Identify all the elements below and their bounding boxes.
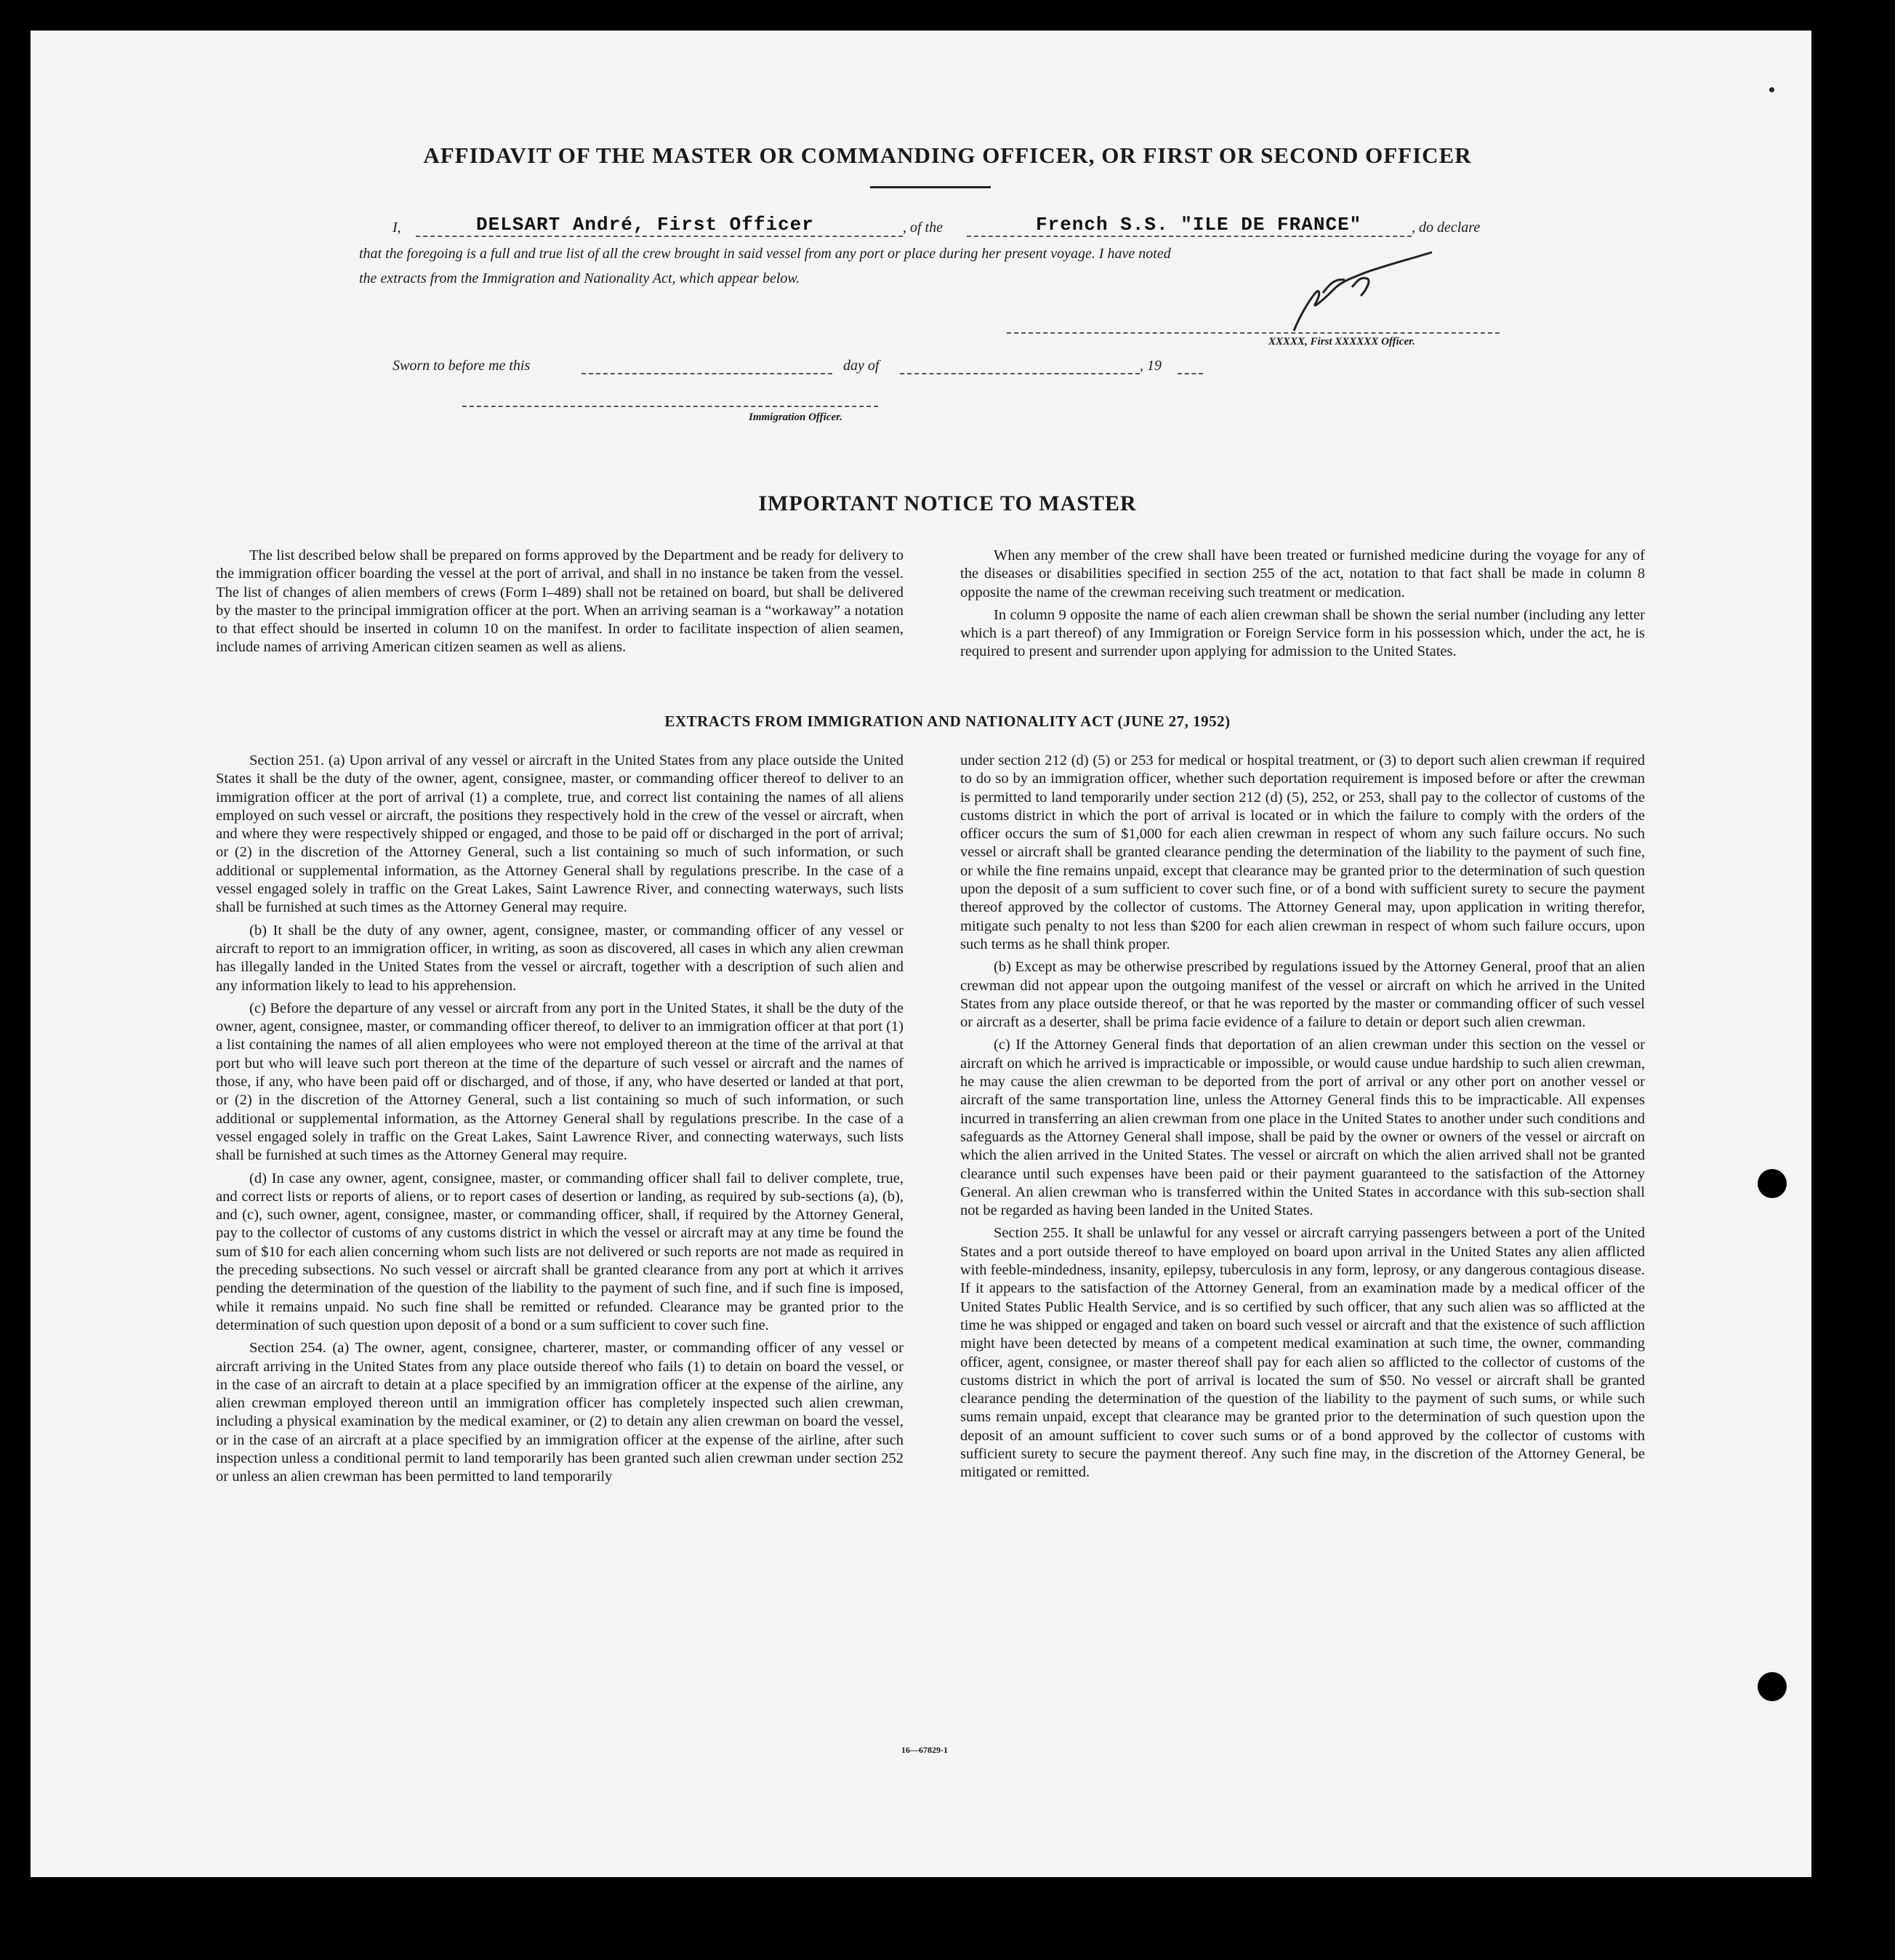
sworn-label: Sworn to before me this: [393, 358, 531, 374]
affidavit-title: AFFIDAVIT OF THE MASTER OR COMMANDING OFFICER, OR FIRST OR SECOND OFFICER: [423, 142, 1472, 168]
declarant-name: DELSART André, First Officer: [476, 214, 814, 236]
year-label: , 19: [1140, 358, 1162, 374]
do-declare-label: , do declare: [1412, 220, 1481, 236]
officer-signature: [1279, 251, 1454, 338]
notice-right-column: [960, 547, 1645, 666]
extracts-right-column: [960, 752, 1645, 1487]
day-of-label: day of: [843, 358, 880, 374]
of-the-label: , of the: [903, 220, 943, 236]
sworn-day-line: [582, 373, 832, 374]
extracts-left-column: [216, 752, 904, 1491]
declaration-line-2: that the foregoing is a full and true list of all the crew brought in said vessel from any port or place during her present voyage. I have noted: [359, 246, 1171, 262]
notice-left-paragraph: The list described below shall be prepared on forms approved by the Department and be ready for delivery to the immigration officer boarding the vessel at the port of arrival, and shall in no instance be taken from the vessel. The list of changes of alien members of crews (Form I–489) shall not be retained on board, but shall be delivered by the master to the principal immigration officer at the port. When an arriving seaman is a “workaway” a notation to that effect should be inserted in column 10 on the manifest. In order to facilitate inspection of alien seamen, include names of arriving American citizen seamen as well as aliens.: [216, 547, 904, 656]
year-line: [1178, 373, 1203, 374]
section-254a-continued: under section 212 (d) (5) or 253 for medical or hospital treatment, or (3) to deport such alien crewman if required to do so by an immigration officer, whether such deportation requirement is imposed before or after the crewman is permitted to land temporarily under section 212 (d) (5), 252, or 253, shall pay to the collector of customs of the customs district in which the port of arrival is located or in which the failure to comply with the orders of the officer occurs the sum of $1,000 for each alien crewman in respect of whom any such failure occurs. No such vessel or aircraft shall be granted clearance pending the determination of the liability to the payment of such fine, or while the fine remains unpaid, except that clearance may be granted prior to the determination of such question upon the deposit of a sum sufficient to cover such fine, or of a bond with sufficient surety to secure the payment thereof approved by the collector of customs. The Attorney General may, upon application in writing therefor, mitigate such penalty to not less than $200 for each alien crewman in respect of whom such failure occurs, upon such terms as he shall think proper.: [960, 752, 1645, 952]
section-251a: Section 251. (a) Upon arrival of any vessel or aircraft in the United States from any place outside the United States it shall be the duty of the owner, agent, consignee, master, or commanding officer thereof to deliver to an immigration officer at the port of arrival (1) a complete, true, and correct list containing the names of all aliens employed on such vessel or aircraft, the positions they respectively hold in the crew of the vessel or aircraft, when and where they were respectively shipped or engaged, and those to be paid off or discharged in the port of arrival; or (2) in the discretion of the Attorney General, such a list containing so much of such information, or such additional or supplemental information, as the Attorney General shall by regulations prescribe. In the case of a vessel engaged solely in traffic on the Great Lakes, Saint Lawrence River, and connecting waterways, such lists shall be furnished at such times as the Attorney General may require.: [216, 752, 904, 916]
immigration-officer-line: [462, 406, 878, 407]
section-251d: (d) In case any owner, agent, consignee, master, or commanding officer shall fail to deliver complete, true, and correct lists or reports of aliens, or to report cases of desertion or landing, as required by sub-sections (a), (b), and (c), such owner, agent, consignee, master, or commanding officer, shall, if required by the Attorney General, pay to the collector of customs of any customs district in which the vessel or aircraft may at any time be found the sum of $10 for each alien concerning whom such lists are not delivered or such reports are not made as required in the preceding subsections. No such vessel or aircraft shall be granted clearance from any port at which it arrives pending the determination of the question of the liability to the payment of such fine, and if such fine is imposed, while it remains unpaid. No such fine shall be remitted or refunded. Clearance may be granted prior to the determination of such question upon deposit of a bond or a sum sufficient to cover such fine.: [216, 1170, 904, 1333]
section-254b: (b) Except as may be otherwise prescribed by regulations issued by the Attorney General, proof that an alien crewman did not appear upon the outgoing manifest of the vessel or aircraft on which he arrived in the United States from any place outside thereof, or that he was reported by the master or commanding officer of such vessel or aircraft as a deserter, shall be prima facie evidence of a failure to detain or deport such alien crewman.: [960, 959, 1645, 1031]
title-rule: [870, 186, 991, 188]
declaration-prefix: I,: [393, 220, 401, 236]
section-251c: (c) Before the departure of any vessel or aircraft from any port in the United States, it shall be the duty of the owner, agent, consignee, master, or commanding officer thereof, to deliver to an immigration officer at that port (1) a list containing the names of all alien employees who were not employed thereon at the time of the arrival at that port but who will leave such port thereon at the time of the departure of such vessel or aircraft and the names of those, if any, who have been paid off or discharged, and of those, if any, who have deserted or landed at that port, or (2) in the discretion of the Attorney General, such a list containing so much of such information, or such additional or supplemental information, as the Attorney General shall by regulations prescribe. In the case of a vessel engaged solely in traffic on the Great Lakes, Saint Lawrence River, and connecting waterways, such lists shall be furnished at such times as the Attorney General may require.: [216, 1000, 904, 1164]
section-254c: (c) If the Attorney General finds that deportation of an alien crewman under this section on the vessel or aircraft on which he arrived is impracticable or impossible, or would cause undue hardship to such alien crewman, he may cause the alien crewman to be deported from the port of arrival or any other port on another vessel or aircraft of the same transportation line, unless the Attorney General finds this to be impracticable. All expenses incurred in transferring an alien crewman from one place in the United States to another under such conditions and safeguards as the Attorney General shall impose, shall be paid by the owner or owners of the vessel or aircraft on which the alien arrived in the United States. The vessel or aircraft on which the alien arrived shall not be granted clearance until such expenses have been paid or their payment guaranteed to the satisfaction of the Attorney General. An alien crewman who is transferred within the United States in accordance with this sub-section shall not be regarded as having been landed in the United States.: [960, 1037, 1645, 1219]
binder-hole-lower: [1758, 1672, 1787, 1701]
sworn-month-line: [900, 373, 1140, 374]
officer-signature-line: [1007, 332, 1500, 334]
section-254a: Section 254. (a) The owner, agent, consignee, charterer, master, or commanding officer of any vessel or aircraft arriving in the United States from any place outside thereof who fails (1) to detain on board the vessel, or in the case of an aircraft to detain at a place specified by an immigration officer at the expense of the airline, any alien crewman employed thereon until an immigration officer has completely inspected such alien crewman, including a physical examination by the medical examiner, or (2) to detain any alien crewman on board the vessel, or in the case of an aircraft at a place specified by an immigration officer at the expense of the airline, after such inspection unless a conditional permit to land temporarily has been granted such alien crewman under section 252 or unless an alien crewman has been permitted to land temporarily: [216, 1340, 904, 1485]
officer-caption: XXXXX, First XXXXXX Officer.: [1268, 336, 1415, 348]
notice-right-paragraph-2: In column 9 opposite the name of each alien crewman shall be shown the serial number (including any letter which is a part thereof) of any Immigration or Foreign Service form in his possession which, under the act, he is required to present and surrender upon applying for admission to the United States.: [960, 606, 1645, 660]
vessel-line: [967, 236, 1412, 237]
name-line: [416, 236, 903, 237]
section-255: Section 255. It shall be unlawful for any vessel or aircraft carrying passengers between a port of the United States and a port outside thereof to have employed on board upon arrival in the United States any alien afflicted with feeble-mindedness, insanity, epilepsy, tuberculosis in any form, leprosy, or any dangerous contagious disease. If it appears to the satisfaction of the Attorney General, from an examination made by a medical officer of the United States Public Health Service, and is so certified by such officer, that any such alien was so afflicted at the time he was shipped or engaged and taken on board such vessel or aircraft and that the existence of such affliction might have been detected by means of a competent medical examination at such time, the owner, commanding officer, agent, consignee, or master thereof shall pay for each alien so afflicted to the collector of customs of the customs district in which the port of arrival is located the sum of $50. No vessel or aircraft shall be granted clearance pending the determination of the question of the liability to the payment of such sums, or while such sums remain unpaid, except that clearance may be granted prior to the determination of such question upon the deposit of an amount sufficient to cover such sums or of a bond approved by the collector of customs with sufficient surety to secure the payment thereof. Any such fine may, in the discretion of the Attorney General, be mitigated or remitted.: [960, 1225, 1645, 1481]
notice-title: IMPORTANT NOTICE TO MASTER: [758, 491, 1137, 515]
notice-right-paragraph-1: When any member of the crew shall have been treated or furnished medicine during the voyage for any of the diseases or disabilities specified in section 255 of the act, notation to that fact shall be made in column 8 opposite the name of the crewman receiving such treatment or medication.: [960, 547, 1645, 601]
section-251b: (b) It shall be the duty of any owner, agent, consignee, master, or commanding officer of any vessel or aircraft to report to an immigration officer, in writing, as soon as discovered, all cases in which any alien crewman has illegally landed in the United States from the vessel or aircraft, together with a description of such alien and any information likely to lead to his apprehension.: [216, 922, 904, 994]
vessel-name: French S.S. "ILE DE FRANCE": [1036, 214, 1362, 236]
declaration-line-3: the extracts from the Immigration and Nationality Act, which appear below.: [359, 270, 800, 286]
notice-left-column: [216, 547, 904, 662]
binder-hole-upper: [1758, 1169, 1787, 1198]
immigration-officer-caption: Immigration Officer.: [749, 411, 842, 423]
form-number: 16—67829-1: [901, 1745, 948, 1755]
extracts-title: EXTRACTS FROM IMMIGRATION AND NATIONALITY ACT (JUNE 27, 1952): [664, 712, 1231, 730]
scan-speck: [1769, 87, 1774, 92]
